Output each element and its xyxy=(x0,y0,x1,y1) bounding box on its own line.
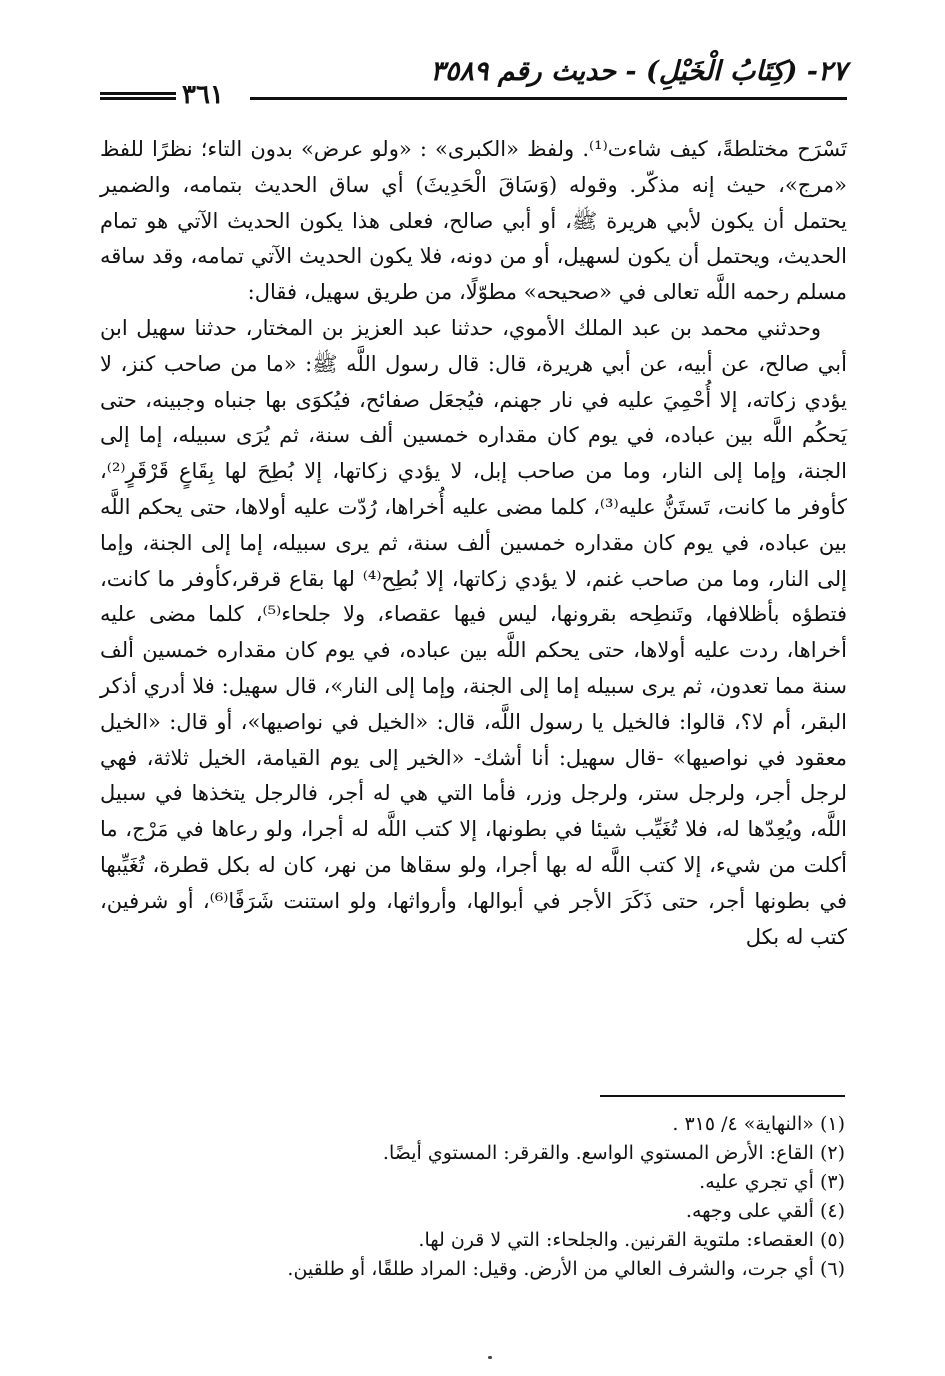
footnote-number: (٦) xyxy=(819,1258,845,1280)
footnote-number: (٣) xyxy=(819,1171,845,1193)
footnote-text: ألقي على وجهه. xyxy=(685,1200,814,1222)
header-rule xyxy=(250,97,847,100)
scan-speck xyxy=(488,1356,492,1359)
page-number: ٣٦١ xyxy=(182,80,224,110)
footnotes xyxy=(110,1110,845,1284)
footnote-number: (٢) xyxy=(819,1142,845,1164)
main-text xyxy=(100,132,847,955)
footnote xyxy=(110,1226,845,1255)
footnote-number: (١) xyxy=(819,1113,845,1135)
paragraph-hadith: وحدثني محمد بن عبد الملك الأموي، حدثنا عبد العزيز بن المختار، حدثنا سهيل ابن أبي صالح، عن أبيه، عن أبي هريرة، قال: قال رسول اللَّه ﷺ: «ما من صاحب كنز، لا يؤدي زكاته، إلا أُحْمِيَ عليه في نار جهنم، فيُجعَل صفائح، فيُكوَى بها جنباه وجبينه، حتى يَحكُم اللَّه بين عباده، في يوم كان مقداره خمسين ألف سنة، ثم يُرَى سبيله، إما إلى الجنة، وإما إلى النار، وما من صاحب إبل، لا يؤدي زكاتها، إلا بُطِحَ لها بِقَاعٍ قَرْقَرٍ⁽²⁾، كأوفر ما كانت، تَستَنُّ عليه⁽³⁾، كلما مضى عليه أُخراها، رُدّت عليه أولاها، حتى يحكم اللَّه بين عباده، في يوم كان مقداره خمسين ألف سنة، ثم يرى سبيله، إما إلى الجنة، وإما إلى النار، وما من صاحب غنم، لا يؤدي زكاتها، إلا بُطِح⁽⁴⁾ لها بقاع قرقر،كأوفر ما كانت، فتطؤه بأظلافها، وتَنطِحه بقرونها، ليس فيها عقصاء، ولا جلحاء⁽⁵⁾، كلما مضى عليه أخراها، ردت عليه أولاها، حتى يحكم اللَّه بين عباده، في يوم كان مقداره خمسين ألف سنة مما تعدون، ثم يرى سبيله إما إلى الجنة، وإما إلى النار»، قال سهيل: فلا أدري أذكر البقر، أم لا؟، قالوا: فالخيل يا رسول اللَّه، قال: «الخيل في نواصيها»، أو قال: «الخيل معقود في نواصيها» -قال سهيل: أنا أشك- «الخير إلى يوم القيامة، الخيل ثلاثة، فهي لرجل أجر، ولرجل ستر، ولرجل وزر، فأما التي هي له أجر، فالرجل يتخذها في سبيل اللَّه، ويُعِدّها له، فلا تُغَيِّب شيئا في بطونها، إلا كتب اللَّه له أجرا، ولو رعاها في مَرْج، ما أكلت من شيء، إلا كتب اللَّه له بها أجرا، ولو سقاها من نهر، كان له بكل قطرة، تُغَيِّبها في بطونها أجر، حتى ذَكَرَ الأجر في أبوالها، وأرواثها، ولو استنت شَرَفًا⁽⁶⁾، أو شرفين، كتب له بكل xyxy=(100,315,847,949)
footnote-text: القاع: الأرض المستوي الواسع. والقرقر: المستوي أيضًا. xyxy=(382,1142,814,1164)
footnote-text: «النهاية» ٤/ ٣١٥ . xyxy=(672,1113,814,1135)
chapter-title: ٢٧- (كِتَابُ الْخَيْلِ) - حديث رقم ٣٥٨٩ xyxy=(430,56,847,87)
footnote xyxy=(110,1110,845,1139)
page-header xyxy=(100,56,847,110)
paragraph-commentary: تَسْرَح مختلطةً، كيف شاءت⁽¹⁾. ولفظ «الكبرى» : «ولو عرض» بدون التاء؛ نظرًا للفظ «مرج»، حيث إنه مذكّر. وقوله (وَسَاقَ الْحَدِيثَ) أي ساق الحديث بتمامه، والضمير يحتمل أن يكون لأبي هريرة ﷺ، أو أبي صالح، فعلى هذا يكون الحديث الآتي هو تمام الحديث، ويحتمل أن يكون لسهيل، أو من دونه، فلا يكون الحديث الآتي تمامه، وقد ساقه مسلم رحمه اللَّه تعالى في «صحيحه» مطوّلًا، من طريق سهيل، فقال: xyxy=(100,137,847,305)
header-double-rule xyxy=(100,92,176,100)
footnote xyxy=(110,1197,845,1226)
footnote-text: أي جرت، والشرف العالي من الأرض. وقيل: المراد طلقًا، أو طلقين. xyxy=(287,1258,814,1280)
footnote-number: (٤) xyxy=(819,1200,845,1222)
footnote-separator xyxy=(600,1095,845,1097)
footnote xyxy=(110,1255,845,1284)
footnote-text: أي تجري عليه. xyxy=(699,1171,814,1193)
footnote xyxy=(110,1139,845,1168)
footnote-text: العقصاء: ملتوية القرنين. والجلحاء: التي لا قرن لها. xyxy=(418,1229,814,1251)
footnote xyxy=(110,1168,845,1197)
footnote-number: (٥) xyxy=(819,1229,845,1251)
